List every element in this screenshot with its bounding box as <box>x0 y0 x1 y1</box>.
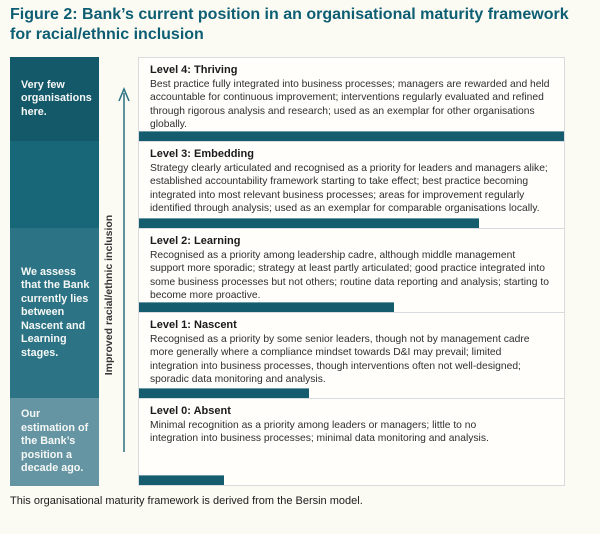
annotation-text: We assess that the Bank currently lies between Nascent and Learning stages. <box>21 265 90 359</box>
level-3-embedding-box <box>138 141 565 229</box>
level-title: Level 0: Absent <box>150 405 231 417</box>
y-axis-label: Improved racial/ethnic inclusion <box>103 214 115 376</box>
level-2-learning-box <box>138 228 565 313</box>
annotation-very-few-organisations <box>10 57 99 141</box>
level-title: Level 4: Thriving <box>150 64 238 76</box>
figure-title: Figure 2: Bank’s current position in an organisational maturity framework for racial/ethnic inclusion <box>10 6 569 43</box>
maturity-bar-level-0 <box>139 475 224 485</box>
level-4-thriving-box <box>138 57 565 142</box>
level-1-nascent-box <box>138 312 565 399</box>
level-description: Best practice fully integrated into business processes; managers are rewarded and held accountable for continuous improvement; interventions regularly evaluated and refined through rigorous analysis and research; used as an exemplar for other organisations globally. <box>150 79 550 130</box>
maturity-bar-level-2 <box>139 302 394 312</box>
level-title: Level 2: Learning <box>150 235 241 247</box>
level-0-absent-box <box>138 398 565 486</box>
level-description: Recognised as a priority among leadership cadre, although middle management support more sporadic; strategy at least partly articulated; good practice integrated into some business processes but not others; routine data reporting and analysis; starting to become more proactive. <box>150 250 549 301</box>
level-title: Level 1: Nascent <box>150 319 237 331</box>
annotation-text: Very few organisations here. <box>21 78 92 118</box>
maturity-bar-level-3 <box>139 218 479 228</box>
level-description: Recognised as a priority by some senior leaders, though not by management cadre more generally where a compliance mindset towards D&I may prevail; limited integration into business processes, though interventions often not well-designed; sporadic data monitoring and analysis. <box>150 334 530 385</box>
up-arrow-icon <box>112 83 136 457</box>
level-description: Minimal recognition as a priority among leaders or managers; little to no integration into business processes; minimal data monitoring and analysis. <box>150 420 489 445</box>
level-description: Strategy clearly articulated and recognised as a priority for leaders and managers alike; established accountability framework starting to take effect; best practice becoming integrated into most relevant business processes; areas for improvement regularly identified through analysis; used as an exemplar for comparable organisations locally. <box>150 163 548 214</box>
annotation-empty-block <box>10 141 99 228</box>
maturity-bar-level-4 <box>139 131 564 141</box>
figure-caption: This organisational maturity framework is derived from the Bersin model. <box>10 495 363 507</box>
maturity-bar-level-1 <box>139 388 309 398</box>
annotation-decade-ago <box>10 398 99 486</box>
level-title: Level 3: Embedding <box>150 148 254 160</box>
annotation-current-position <box>10 228 99 398</box>
annotation-text: Our estimation of the Bank’s position a decade ago. <box>21 408 89 475</box>
